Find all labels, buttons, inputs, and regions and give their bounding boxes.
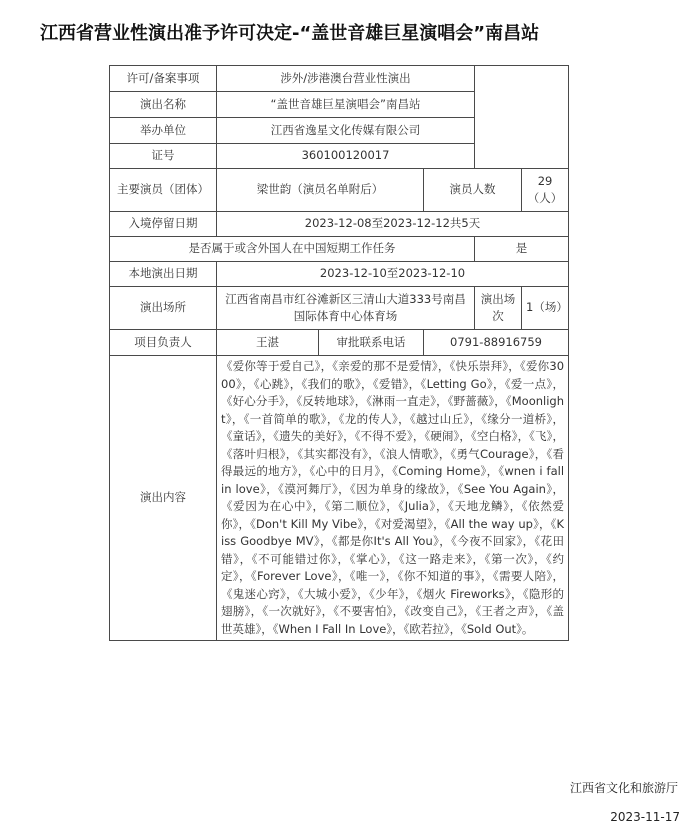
entry-period-value: 2023-12-08至2023-12-12共5天 bbox=[217, 212, 569, 237]
permit-type-label: 许可/备案事项 bbox=[110, 66, 217, 92]
license-value: 360100120017 bbox=[217, 144, 475, 169]
permit-table bbox=[109, 65, 569, 641]
entry-period-label: 入境停留日期 bbox=[110, 212, 217, 237]
performers-value: 梁世韵（演员名单附后） bbox=[217, 169, 424, 212]
sessions-value: 1（场） bbox=[522, 287, 569, 330]
venue-value: 江西省南昌市红谷滩新区三清山大道333号南昌国际体育中心体育场 bbox=[217, 287, 475, 330]
issuing-organization: 江西省文化和旅游厅 bbox=[569, 781, 678, 795]
page-title: 江西省营业性演出准予许可决定-“盖世音雄巨星演唱会”南昌站 bbox=[40, 23, 540, 44]
blank-cell bbox=[475, 66, 569, 169]
content-label: 演出内容 bbox=[110, 356, 217, 641]
performer-count-value: 29（人） bbox=[522, 169, 569, 212]
row-permit-type bbox=[110, 66, 569, 92]
row-manager bbox=[110, 330, 569, 356]
content-value: 《爱你等于爱自己》，《亲爱的那不是爱情》，《快乐崇拜》，《爱你3000》，《心跳》，《我们的歌》，《爱错》，《Letting Go》，《爱一点》，《好心分手》，《反转地球》，《淋雨一直走》，《野蔷薇》，《Moonlight》，《一首简单的歌》，《龙的传人》，《越过山丘》，《缘分一道桥》，《童话》，《遗失的美好》，《不得不爱》，《硬闹》，《空白格》，《飞》，《落叶归根》，《其实都没有》，《浪人情歌》，《勇气Courage》，《看得最远的地方》，《心中的日月》，《Coming Home》，《wnen i fall in love》，《漠河舞厅》，《因为单身的缘故》，《See You Again》，《爱因为在心中》，《第二顺位》，《Julia》，《天地龙鳞》，《依然爱你》，《Don't Kill My Vibe》，《对爱渴望》，《All the way up》，《Kiss Goodbye MV》，《都是你It's All You》，《今夜不回家》，《花田错》，《不可能错过你》，《掌心》，《这一路走来》，《第一次》，《约定》，《Forever Love》，《唯一》，《你不知道的事》，《需要人陪》，《鬼迷心窍》，《大城小爱》，《少年》，《烟火 Fireworks》，《隐形的翅膀》，《一次就好》，《不要害怕》，《改变自己》，《王者之声》，《盖世英雄》，《When I Fall In Love》，《欧若拉》，《Sold Out》。 bbox=[217, 356, 569, 641]
organizer-value: 江西省逸星文化传媒有限公司 bbox=[217, 118, 475, 144]
row-short-term-work bbox=[110, 237, 569, 262]
show-name-label: 演出名称 bbox=[110, 92, 217, 118]
permit-type-value: 涉外/涉港澳台营业性演出 bbox=[217, 66, 475, 92]
manager-label: 项目负责人 bbox=[110, 330, 217, 356]
sessions-label: 演出场次 bbox=[475, 287, 522, 330]
venue-label: 演出场所 bbox=[110, 287, 217, 330]
local-dates-value: 2023-12-10至2023-12-10 bbox=[217, 262, 569, 287]
row-local-dates bbox=[110, 262, 569, 287]
manager-value: 王湛 bbox=[217, 330, 319, 356]
row-entry-period bbox=[110, 212, 569, 237]
local-dates-label: 本地演出日期 bbox=[110, 262, 217, 287]
row-performers bbox=[110, 169, 569, 212]
row-content bbox=[110, 356, 569, 641]
show-name-value: “盖世音雄巨星演唱会”南昌站 bbox=[217, 92, 475, 118]
performer-count-label: 演员人数 bbox=[424, 169, 522, 212]
issue-date: 2023-11-17 bbox=[610, 810, 680, 824]
short-term-answer: 是 bbox=[475, 237, 569, 262]
organizer-label: 举办单位 bbox=[110, 118, 217, 144]
performers-label: 主要演员（团体） bbox=[110, 169, 217, 212]
license-label: 证号 bbox=[110, 144, 217, 169]
contact-value: 0791-88916759 bbox=[424, 330, 569, 356]
contact-label: 审批联系电话 bbox=[319, 330, 424, 356]
row-venue bbox=[110, 287, 569, 330]
short-term-question: 是否属于或含外国人在中国短期工作任务 bbox=[110, 237, 475, 262]
